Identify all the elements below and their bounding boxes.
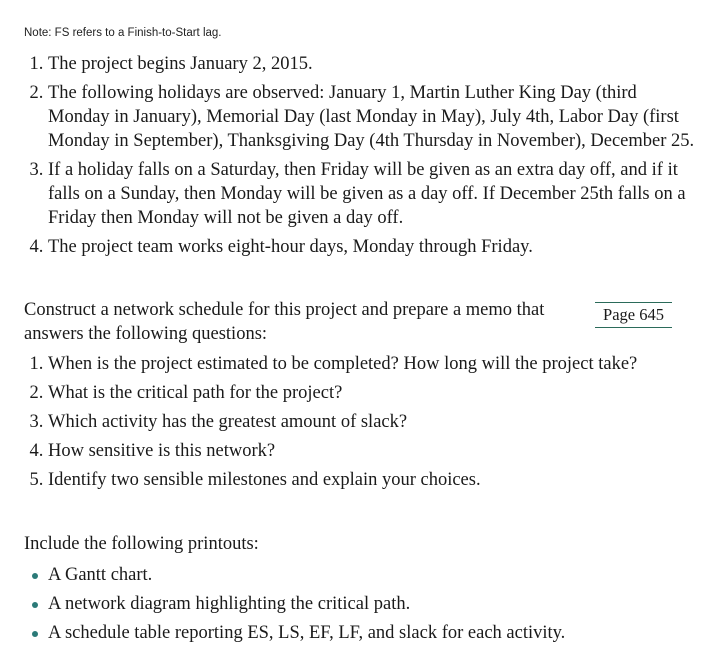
- question-item: 2. What is the critical path for the project?: [48, 381, 698, 405]
- assumptions-list: [24, 52, 698, 264]
- printouts-list: [24, 563, 698, 650]
- bullet-icon: [32, 631, 38, 637]
- assumption-item: 2. The following holidays are observed: January 1, Martin Luther King Day (third Monday in January), Memorial Day (last Monday in May), July 4th, Labor Day (first Monday in September), Thanksgiving Day (4th Thursday in November), December 25.: [48, 81, 698, 153]
- page-reference-badge: Page 645: [595, 302, 672, 328]
- bullet-icon: [32, 602, 38, 608]
- assumption-item: 3. If a holiday falls on a Saturday, then Friday will be given as an extra day off, and if it falls on a Sunday, then Monday will be given as a day off. If December 25th falls on a Friday then Monday will not be given a day off.: [48, 158, 698, 230]
- question-item: 4. How sensitive is this network?: [48, 439, 698, 463]
- question-item: 1. When is the project estimated to be completed? How long will the project take?: [48, 352, 698, 376]
- printout-label: A network diagram highlighting the critical path.: [48, 594, 411, 614]
- assumption-item: 1. The project begins January 2, 2015.: [48, 52, 698, 76]
- questions-list: [24, 352, 698, 497]
- bullet-icon: [32, 573, 38, 579]
- assumption-item: 4. The project team works eight-hour days, Monday through Friday.: [48, 235, 698, 259]
- printout-item: [48, 592, 698, 616]
- construct-section: [24, 298, 684, 346]
- include-heading: Include the following printouts:: [24, 534, 259, 554]
- printout-item: [48, 621, 698, 645]
- lag-note: Note: FS refers to a Finish-to-Start lag.: [24, 27, 222, 39]
- construct-instructions: Construct a network schedule for this project and prepare a memo that answers the following questions:: [24, 300, 545, 344]
- printout-label: A Gantt chart.: [48, 565, 153, 585]
- printout-item: [48, 563, 698, 587]
- question-item: 3. Which activity has the greatest amount of slack?: [48, 410, 698, 434]
- printout-label: A schedule table reporting ES, LS, EF, LF, and slack for each activity.: [48, 623, 566, 643]
- question-item: 5. Identify two sensible milestones and explain your choices.: [48, 468, 698, 492]
